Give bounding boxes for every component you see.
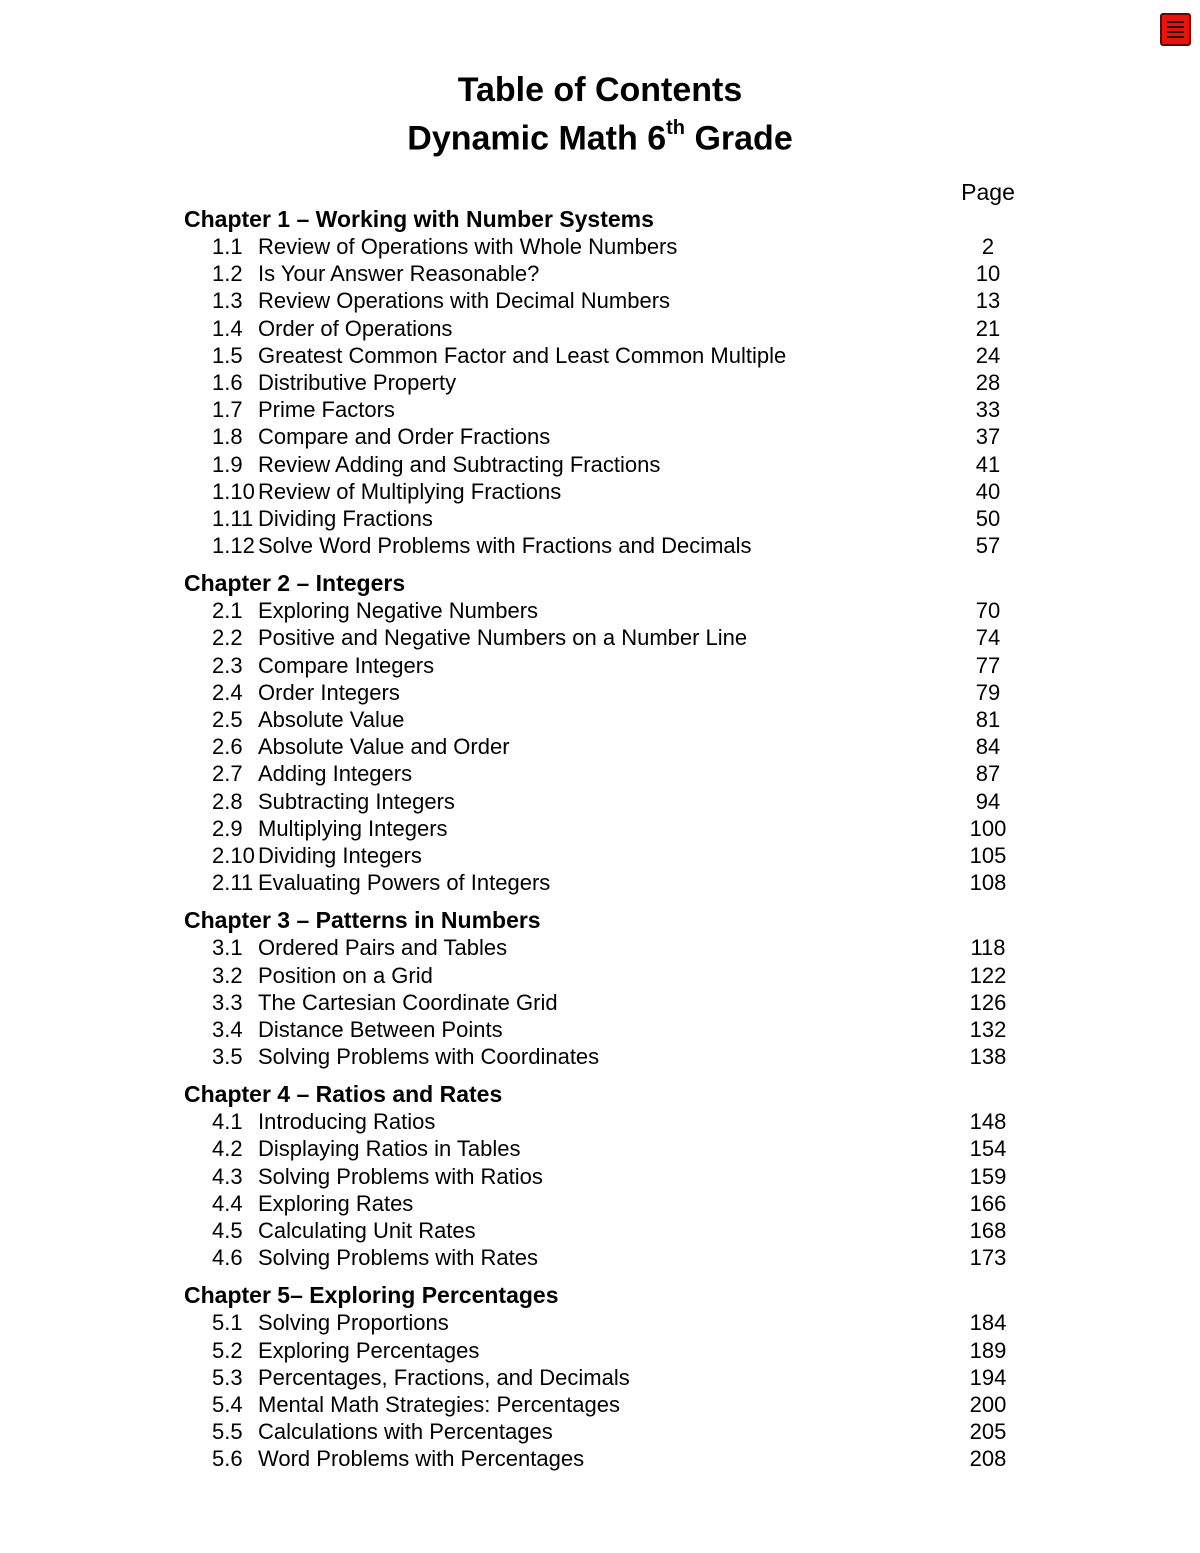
section-title: Calculating Unit Rates — [258, 1218, 476, 1243]
section-number: 5.2 — [212, 1337, 243, 1363]
section-number: 2.3 — [212, 652, 243, 678]
section-number: 1.3 — [212, 288, 243, 314]
section-number: 1.6 — [212, 369, 243, 395]
toc-entry[interactable] — [184, 342, 1036, 369]
section-title: Review Operations with Decimal Numbers — [258, 288, 671, 314]
toc-entry[interactable] — [184, 597, 1036, 624]
section-title: Mental Math Strategies: Percentages — [258, 1391, 620, 1417]
page-number: 154 — [969, 1136, 1007, 1162]
page-column-header: Page — [961, 179, 1015, 205]
toc-entry[interactable] — [184, 260, 1036, 287]
section-title: Is Your Answer Reasonable? — [258, 261, 540, 287]
toc-entry[interactable] — [184, 287, 1036, 314]
section-title: Word Problems with Percentages — [258, 1446, 585, 1472]
section-title: The Cartesian Coordinate Grid — [258, 989, 558, 1015]
section-title: Exploring Negative Numbers — [258, 598, 539, 624]
title-line-2-superscript: th — [666, 117, 686, 139]
page-number: 24 — [975, 342, 1001, 368]
section-number: 2.4 — [212, 679, 243, 705]
chapter-section — [184, 1081, 1036, 1271]
toc-entry[interactable] — [184, 478, 1036, 505]
toc-entry[interactable] — [184, 505, 1036, 532]
page-number: 122 — [969, 962, 1007, 988]
section-title: Adding Integers — [258, 761, 413, 787]
section-number: 1.12 — [212, 533, 255, 559]
page-number: 208 — [969, 1446, 1007, 1472]
chapter-section — [184, 907, 1036, 1070]
section-title: Review of Multiplying Fractions — [258, 478, 562, 504]
section-number: 3.5 — [212, 1044, 243, 1070]
page-number: 200 — [969, 1391, 1007, 1417]
section-title: Multiplying Integers — [258, 815, 448, 841]
page-number: 84 — [975, 734, 1001, 760]
chapter-heading[interactable]: Chapter 4 – Ratios and Rates — [184, 1081, 503, 1108]
section-number: 3.4 — [212, 1016, 243, 1042]
section-title: Order of Operations — [258, 315, 453, 341]
section-title: Compare Integers — [258, 652, 435, 678]
section-number: 2.1 — [212, 598, 243, 624]
toc-entry[interactable] — [184, 989, 1036, 1016]
page-number: 148 — [969, 1109, 1007, 1135]
toc-entry[interactable] — [184, 733, 1036, 760]
toc-entry[interactable] — [184, 934, 1036, 961]
section-number: 4.1 — [212, 1109, 243, 1135]
section-number: 5.3 — [212, 1364, 243, 1390]
toc-entry[interactable] — [184, 1391, 1036, 1418]
toc-entry[interactable] — [184, 624, 1036, 651]
page-number: 70 — [975, 598, 1001, 624]
section-title: Distributive Property — [258, 369, 457, 395]
page-number: 50 — [975, 505, 1001, 531]
section-number: 1.11 — [212, 505, 254, 531]
section-number: 1.5 — [212, 342, 243, 368]
toc-entry[interactable] — [184, 1337, 1036, 1364]
page-number: 100 — [969, 815, 1007, 841]
page-number: 37 — [975, 424, 1001, 450]
chapter-heading[interactable]: Chapter 5– Exploring Percentages — [184, 1282, 559, 1309]
section-title: Ordered Pairs and Tables — [258, 935, 508, 961]
section-title: Compare and Order Fractions — [258, 424, 551, 450]
section-title: Greatest Common Factor and Least Common Multiple — [258, 342, 787, 368]
section-number: 4.4 — [212, 1190, 243, 1216]
section-title: Solving Problems with Rates — [258, 1245, 539, 1271]
section-title: Displaying Ratios in Tables — [258, 1136, 521, 1162]
toc-entry[interactable] — [184, 815, 1036, 842]
section-title: Prime Factors — [258, 397, 395, 423]
section-number: 5.1 — [212, 1310, 243, 1336]
section-title: Positive and Negative Numbers on a Number Line — [258, 625, 748, 651]
section-title: Review Adding and Subtracting Fractions — [258, 451, 661, 477]
section-title: Position on a Grid — [258, 962, 433, 988]
page-number: 79 — [975, 679, 1001, 705]
section-title: Dividing Fractions — [258, 505, 433, 531]
section-number: 1.9 — [212, 451, 243, 477]
document-title — [0, 70, 1200, 158]
title-line-2-tail: Grade — [685, 119, 793, 158]
section-title: Distance Between Points — [258, 1016, 503, 1042]
toc-entry[interactable] — [184, 1445, 1036, 1472]
page-number: 77 — [975, 652, 1001, 678]
page-number: 105 — [969, 842, 1007, 868]
section-number: 4.2 — [212, 1136, 243, 1162]
toc-entry[interactable] — [184, 706, 1036, 733]
section-number: 2.6 — [212, 734, 243, 760]
toc-entry[interactable] — [184, 1244, 1036, 1271]
section-title: Subtracting Integers — [258, 788, 455, 814]
chapter-section — [184, 206, 1036, 559]
page-number: 94 — [975, 788, 1001, 814]
section-title: Exploring Rates — [258, 1190, 414, 1216]
chapter-section — [184, 1282, 1036, 1472]
section-number: 4.5 — [212, 1218, 243, 1243]
page-number: 81 — [975, 707, 1001, 732]
section-title: Solving Proportions — [258, 1310, 449, 1336]
page-number: 10 — [975, 261, 1001, 287]
section-title: Percentages, Fractions, and Decimals — [258, 1364, 630, 1390]
note-icon-line — [1167, 26, 1184, 28]
toc-entry[interactable] — [184, 1043, 1036, 1070]
chapter-section — [184, 570, 1036, 896]
page-number: 21 — [975, 315, 1001, 341]
section-number: 2.9 — [212, 815, 243, 841]
section-number: 5.4 — [212, 1391, 243, 1417]
section-number: 1.10 — [212, 478, 255, 504]
title-line-2-text: Dynamic Math 6 — [407, 119, 667, 158]
toc-entry[interactable] — [184, 679, 1036, 706]
page-number: 189 — [969, 1337, 1007, 1363]
chapter-heading[interactable]: Chapter 3 – Patterns in Numbers — [184, 907, 541, 934]
section-number: 4.3 — [212, 1163, 243, 1189]
page-number: 126 — [969, 989, 1007, 1015]
note-icon[interactable] — [1160, 13, 1191, 46]
table-of-contents — [184, 206, 1036, 1484]
page-number: 166 — [969, 1190, 1007, 1216]
toc-entry[interactable] — [184, 1163, 1036, 1190]
section-number: 1.7 — [212, 397, 243, 423]
section-title: Absolute Value — [258, 707, 405, 732]
toc-entry[interactable] — [184, 962, 1036, 989]
section-title: Absolute Value and Order — [258, 734, 510, 760]
page-number: 205 — [969, 1419, 1007, 1445]
section-number: 4.6 — [212, 1245, 243, 1271]
note-icon-line — [1167, 36, 1184, 38]
section-title: Solving Problems with Coordinates — [258, 1044, 600, 1070]
toc-entry[interactable] — [184, 842, 1036, 869]
toc-entry[interactable] — [184, 1217, 1036, 1244]
page-number: 118 — [970, 935, 1006, 961]
chapter-heading[interactable]: Chapter 1 – Working with Number Systems — [184, 206, 654, 232]
section-number: 2.2 — [212, 625, 243, 651]
section-title: Calculations with Percentages — [258, 1419, 553, 1445]
page-number: 173 — [969, 1245, 1007, 1271]
section-title: Dividing Integers — [258, 842, 422, 868]
note-icon-line — [1167, 31, 1184, 33]
section-number: 5.6 — [212, 1446, 243, 1472]
section-title: Review of Operations with Whole Numbers — [258, 234, 678, 259]
section-number: 1.2 — [212, 261, 243, 287]
section-number: 3.3 — [212, 989, 243, 1015]
section-title: Order Integers — [258, 679, 400, 705]
page-number: 184 — [969, 1310, 1007, 1336]
page-number: 132 — [969, 1016, 1007, 1042]
page-number: 168 — [969, 1218, 1007, 1243]
toc-entry[interactable] — [184, 233, 1036, 260]
toc-entry[interactable] — [184, 869, 1036, 896]
title-line-1: Table of Contents — [457, 71, 743, 109]
toc-entry[interactable] — [184, 760, 1036, 787]
section-title: Solve Word Problems with Fractions and Decimals — [258, 533, 752, 559]
page-number: 87 — [975, 761, 1001, 787]
toc-entry[interactable] — [184, 423, 1036, 450]
page-number: 74 — [975, 625, 1001, 651]
section-title: Evaluating Powers of Integers — [258, 870, 551, 896]
toc-entry[interactable] — [184, 652, 1036, 679]
page-number: 33 — [975, 397, 1001, 423]
section-number: 1.4 — [212, 315, 243, 341]
section-title: Introducing Ratios — [258, 1109, 436, 1135]
toc-entry[interactable] — [184, 369, 1036, 396]
toc-entry[interactable] — [184, 788, 1036, 815]
toc-entry[interactable] — [184, 1135, 1036, 1162]
toc-entry[interactable] — [184, 1016, 1036, 1043]
section-number: 3.2 — [212, 962, 243, 988]
page-number: 28 — [975, 369, 1001, 395]
section-number: 3.1 — [212, 935, 243, 961]
section-number: 1.8 — [212, 424, 243, 450]
section-number: 2.11 — [212, 870, 254, 896]
page-number: 40 — [975, 478, 1001, 504]
title-line-2 — [0, 111, 1200, 158]
section-title: Solving Problems with Ratios — [258, 1163, 543, 1189]
section-number: 2.7 — [212, 761, 243, 787]
note-icon-line — [1167, 21, 1184, 23]
section-number: 2.8 — [212, 788, 243, 814]
page-number: 194 — [969, 1364, 1007, 1390]
toc-entry[interactable] — [184, 396, 1036, 423]
toc-entry[interactable] — [184, 451, 1036, 478]
section-number: 2.10 — [212, 842, 255, 868]
page-number: 41 — [975, 451, 1001, 477]
page-number: 2 — [981, 234, 995, 259]
section-number: 2.5 — [212, 707, 243, 732]
page-number: 13 — [975, 288, 1001, 314]
page-number: 159 — [969, 1163, 1007, 1189]
section-number: 1.1 — [212, 234, 243, 259]
toc-entry[interactable] — [184, 532, 1036, 559]
toc-entry[interactable] — [184, 1190, 1036, 1217]
toc-entry[interactable] — [184, 1108, 1036, 1135]
section-number: 5.5 — [212, 1419, 243, 1445]
toc-entry[interactable] — [184, 1418, 1036, 1445]
toc-entry[interactable] — [184, 315, 1036, 342]
chapter-heading[interactable]: Chapter 2 – Integers — [184, 570, 406, 597]
page-number: 138 — [969, 1044, 1007, 1070]
page-number: 108 — [969, 870, 1007, 896]
section-title: Exploring Percentages — [258, 1337, 480, 1363]
toc-entry[interactable] — [184, 1364, 1036, 1391]
toc-entry[interactable] — [184, 1309, 1036, 1336]
page-number: 57 — [975, 533, 1001, 559]
